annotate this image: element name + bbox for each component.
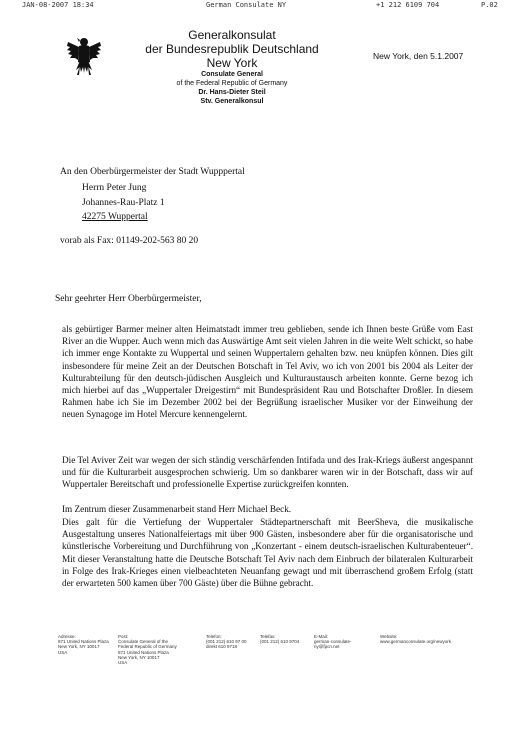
letter-paragraph-1 xyxy=(62,323,473,421)
place-and-date: New York, den 5.1.2007 xyxy=(373,51,464,61)
letter-footer xyxy=(58,634,498,674)
fax-number-line: vorab als Fax: 01149-202-563 80 20 xyxy=(60,236,199,246)
footer-address-column xyxy=(58,634,109,655)
footer-address-line: 871 United Nations Plaza xyxy=(58,639,109,645)
footer-email-column xyxy=(314,634,352,650)
recipient-line-2: Herrn Peter Jung xyxy=(82,183,147,193)
footer-post-line: New York, NY 10017 xyxy=(118,654,160,660)
letter-paragraph-2 xyxy=(62,454,473,491)
consulate-letterhead xyxy=(132,28,332,106)
footer-post-line: 871 United Nations Plaza xyxy=(118,649,169,655)
recipient-line-4: 42275 Wuppertal xyxy=(82,212,148,222)
fax-page-number: P.02 xyxy=(481,1,498,9)
footer-phone-line: direkt 610 9718 xyxy=(206,644,238,650)
paragraph-4-text: Dies galt für die Vertiefung der Wuppertaler Städtepartnerschaft mit BeerSheva, die musikalische Ausgestaltung unseres Nationalfeiertags mit über 900 Gästen, insbesondere aber für die organisatorische und künstlerische Vorbereitung und Durchführung von „Konzertant - einem deutsch-israelischen Kulturabenteuer“. Mit dieser Veranstaltung hatte die Deutsche Botschaft Tel Aviv nach dem Einbruch der bilateralen Kulturarbeit in Folge des Irak-Krieges einen vielbeachteten Neuanfang gewagt und mit überraschend großem Erfolg (statt der erwarteten 500 kamen über 700 Gäste) über die Bühne gebracht. xyxy=(62,517,473,589)
federal-eagle-icon xyxy=(66,34,102,78)
footer-phone-line: (001 212) 610 97 00 xyxy=(206,639,247,645)
footer-post-column xyxy=(118,634,177,665)
letterhead-official-title: Stv. Generalkonsul xyxy=(200,98,264,105)
footer-post-label: Post: xyxy=(118,634,129,639)
letterhead-line-5: of the Federal Republic of Germany xyxy=(176,80,288,87)
fax-transmission-header xyxy=(0,0,531,12)
footer-phone-label: Telefon: xyxy=(206,634,222,639)
recipient-line-3: Johannes-Rau-Platz 1 xyxy=(82,198,165,208)
footer-email-line: german-consulate- xyxy=(314,639,352,645)
footer-post-line: Federal Republic of Germany xyxy=(118,644,177,650)
line-3-text: Im Zentrum dieser Zusammenarbeit stand Herr Michael Beck. xyxy=(62,504,292,514)
footer-email-label: E-Mail: xyxy=(314,634,329,639)
salutation: Sehr geehrter Herr Oberbürgermeister, xyxy=(55,294,202,304)
footer-fax-label: Telefax: xyxy=(260,634,276,639)
letterhead-line-2: der Bundesrepublik Deutschland xyxy=(145,42,319,56)
footer-email-line: ny@fpcn.net xyxy=(314,644,340,650)
footer-address-line: USA xyxy=(58,649,68,655)
footer-website-label: Website: xyxy=(380,634,398,639)
fax-phone: +1 212 6109 704 xyxy=(376,1,440,9)
footer-fax-column xyxy=(260,634,299,644)
letterhead-line-1: Generalkonsulat xyxy=(188,28,276,42)
paragraph-1-text: als gebürtiger Barmer meiner alten Heimatstadt immer treu geblieben, sende ich Ihnen beste Grüße vom East River an die Wupper. Auch wenn mich das Auswärtige Amt seit vielen Jahren in die weite Welt schickt, so habe ich immer enge Kontakte zu Wuppertal und seinen Wuppertalern gehalten bzw. neu knüpfen können. Dies gilt insbesondere für meine Zeit an der Deutschen Botschaft in Tel Aviv, wo ich von 2001 bis 2004 als Leiter der Kulturabteilung für den deutsch-jüdischen Ausgleich und Kulturaustausch arbeiten konnte. Gerne bezog ich mich hierbei auf das „Wuppertaler Dreigestirn“ mit Bundespräsident Rau und Botschafter Droßler. In diesem Rahmen habe ich Sie im Dezember 2002 bei der Begrüßung israelischer Musiker vor der Einweihung der neuen Synagoge im Hotel Mercure kennengelernt. xyxy=(62,324,473,420)
letterhead-official-name: Dr. Hans-Dieter Steil xyxy=(198,89,266,96)
footer-post-line: USA xyxy=(118,660,128,666)
letterhead-line-3: New York xyxy=(206,56,258,70)
footer-post-line: Consulate General of the xyxy=(118,639,169,645)
fax-datetime: JAN-08-2007 18:34 xyxy=(22,1,94,9)
letter-paragraph-4 xyxy=(62,516,473,589)
footer-address-line: New York, NY 10017 xyxy=(58,644,100,650)
letter-line-3 xyxy=(62,503,473,515)
recipient-line-1: An den Oberbürgermeister der Stadt Wupppertal xyxy=(60,167,245,177)
paragraph-2-text: Die Tel Aviver Zeit war wegen der sich ständig verschärfenden Intifada und des Irak-Kriegs äußerst angespannt und für die Kulturarbeit ausgesprochen schwierig. Um so dankbarer waren wir in der Botschaft, dass wir auf Wuppertaler Bereitschaft und professionelle Expertise zurückgreifen konnten. xyxy=(62,455,473,490)
footer-phone-column xyxy=(206,634,247,650)
fax-sender: German Consulate NY xyxy=(206,1,287,9)
footer-website-line: www.germanconsulate.org/newyork xyxy=(380,639,452,645)
footer-website-column xyxy=(380,634,451,644)
footer-fax-line: (001 212) 610 9704 xyxy=(260,639,300,645)
footer-address-label: Adresse: xyxy=(58,634,76,639)
letterhead-line-4: Consulate General xyxy=(201,71,263,78)
